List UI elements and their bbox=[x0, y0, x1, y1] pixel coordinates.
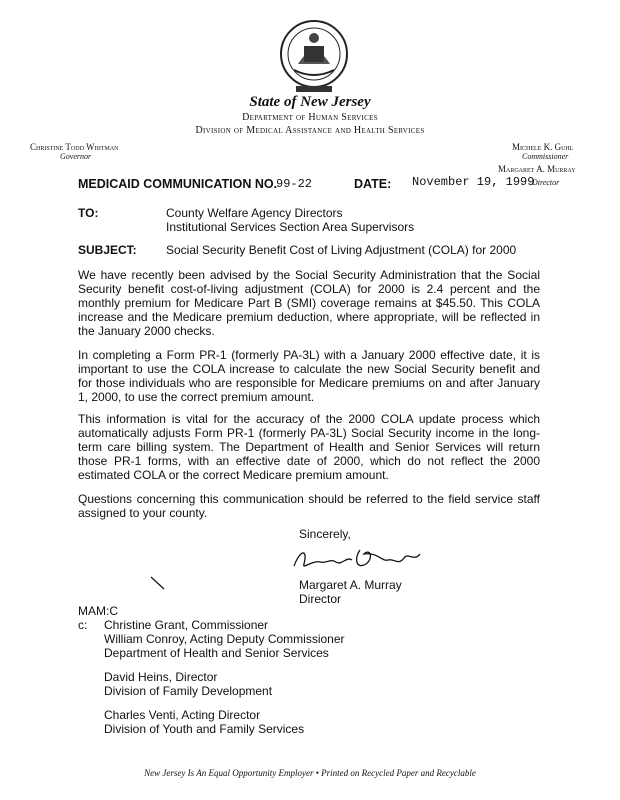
commissioner-title: Commissioner bbox=[522, 152, 569, 161]
footer-note: New Jersey Is An Equal Opportunity Employer • Printed on Recycled Paper and Recyclable bbox=[144, 768, 476, 778]
body-paragraph: We have recently been advised by the Social Security Administration that the Social Security benefit cost-of-living adjustment (COLA) for 2000 is 2.4 percent and the monthly premium for Medicare Part B (SMI) coverage remains at $45.50. This COLA increase and the Medicare premium deduction, where appropriate, will be reflected in the January 2000 checks. bbox=[78, 268, 540, 338]
cc-label: c: bbox=[78, 618, 88, 632]
to-label: TO: bbox=[78, 206, 99, 220]
cc-line: Division of Family Development bbox=[104, 684, 273, 698]
state-seal-logo bbox=[278, 18, 350, 98]
state-title: State of New Jersey bbox=[249, 94, 371, 110]
pen-mark bbox=[150, 576, 166, 590]
recipient-line: County Welfare Agency Directors bbox=[166, 206, 343, 220]
governor-name: Christine Todd Whitman bbox=[30, 142, 119, 152]
cc-line: Christine Grant, Commissioner bbox=[104, 618, 269, 632]
communication-number: 99-22 bbox=[276, 177, 313, 191]
body-paragraph: Questions concerning this communication should be referred to the field service staff assigned to your county. bbox=[78, 492, 540, 520]
governor-title: Governor bbox=[60, 152, 92, 161]
body-paragraph: In completing a Form PR-1 (formerly PA-3L) with a January 2000 effective date, it is important to use the COLA increase to calculate the new Social Security benefit and for those individuals who are responsible for Medicare premiums on and after January 1, 2000, to use the correct premium amount. bbox=[78, 348, 540, 404]
cc-line: David Heins, Director bbox=[104, 670, 218, 684]
initials: MAM:C bbox=[78, 604, 118, 618]
division-name: Division of Medical Assistance and Health Services bbox=[195, 125, 425, 136]
communication-label: MEDICAID COMMUNICATION NO. bbox=[78, 177, 278, 191]
cc-line: Charles Venti, Acting Director bbox=[104, 708, 261, 722]
signer-name: Margaret A. Murray bbox=[299, 578, 402, 592]
subject-value: Social Security Benefit Cost of Living Adjustment (COLA) for 2000 bbox=[166, 243, 517, 257]
valediction: Sincerely, bbox=[299, 527, 351, 541]
director-name: Margaret A. Murray bbox=[498, 164, 576, 174]
cc-line: William Conroy, Acting Deputy Commissioner bbox=[104, 632, 345, 646]
body-paragraph: This information is vital for the accuracy of the 2000 COLA update process which automatically adjusts Form PR-1 (formerly PA-3L) Social Security income in the long-term care billing system. The Department of Health and Senior Services will return those PR-1 forms, with an effective date of 2000, which do not reflect the 2000 estimated COLA or the correct Medicare premium amount. bbox=[78, 412, 540, 482]
subject-label: SUBJECT: bbox=[78, 243, 137, 257]
date-label: DATE: bbox=[354, 177, 392, 191]
director-title: Director bbox=[532, 178, 560, 187]
cc-line: Division of Youth and Family Services bbox=[104, 722, 305, 736]
signer-title: Director bbox=[299, 592, 342, 606]
department-name: Department of Human Services bbox=[242, 112, 378, 123]
commissioner-name: Michele K. Guhl bbox=[512, 142, 574, 152]
recipient-line: Institutional Services Section Area Supervisors bbox=[166, 220, 415, 234]
signature bbox=[290, 540, 430, 576]
date-value: November 19, 1999 bbox=[412, 175, 535, 189]
cc-line: Department of Health and Senior Services bbox=[104, 646, 329, 660]
